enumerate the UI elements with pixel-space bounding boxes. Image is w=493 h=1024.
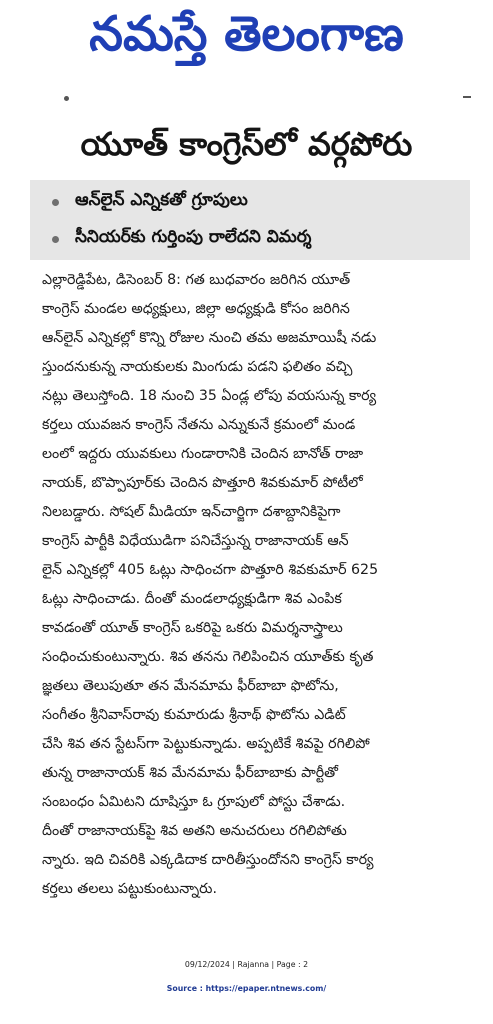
body-line: సంబంధం ఏమిటని దూషిస్తూ ఓ గ్రూపులో పోస్టు చేశాడు. — [42, 794, 346, 810]
subhead-item — [52, 222, 311, 256]
body-line: కర్తలు తలలు పట్టుకుంటున్నారు. — [42, 881, 217, 897]
body-line: సంగీతం శ్రీనివాస్‌రావు కుమారుడు శ్రీనాథ్ ఫొటోను ఎడిట్ — [42, 707, 346, 723]
footer-date-line: 09/12/2024 | Rajanna | Page : 2 — [184, 960, 309, 969]
body-line: తున్న రాజానాయక్ శివ మేనమామ ఫీర్‌బాబాకు పార్టీతో — [42, 765, 338, 781]
body-line: నిలబడ్డారు. సోషల్ మీడియా ఇన్‌చార్జిగా దశాబ్దానికిపైగా — [42, 504, 341, 520]
bullet-icon — [52, 236, 59, 243]
body-line: న్నారు. ఇది చివరికి ఎక్కడిదాక దారితీస్తుందోనని కాంగ్రెస్ కార్య — [42, 852, 374, 868]
newspaper-logo: నమస్తే తెలంగాణ — [89, 6, 404, 62]
body-line: సంధించుకుంటున్నారు. శివ తనను గెలిపించిన యూత్‌కు కృత — [42, 649, 374, 665]
subhead-box — [30, 180, 470, 260]
body-line: నాయక్, బొప్పాపూర్‌కు చెందిన పొత్తూరి శివకుమార్ పోటీలో — [42, 475, 363, 491]
headline-block — [0, 118, 493, 178]
body-line: లైన్ ఎన్నికల్లో 405 ఓట్లు సాధించగా పొత్తూరి శివకుమార్ 625 — [42, 562, 379, 578]
body-line: ఓట్లు సాధించాడు. దీంతో మండలాధ్యక్షుడిగా శివ ఎంపిక — [42, 591, 342, 607]
column-tick-mark — [463, 96, 471, 98]
body-line: కావడంతో యూత్ కాంగ్రెస్ ఒకరిపై ఒకరు విమర్శనాస్త్రాలు — [42, 620, 343, 636]
masthead — [0, 0, 493, 80]
body-line: కర్తలు యువజన కాంగ్రెస్ నేతను ఎన్నుకునే క్రమంలో మండ — [42, 417, 356, 433]
column-dot-mark — [64, 96, 69, 101]
body-line: చేసి శివ తన స్టేటస్‌గా పెట్టుకున్నాడు. అప్పటికే శివపై రగిలిపో — [42, 736, 370, 752]
body-line: కాంగ్రెస్ పార్టీకి విధేయుడిగా పనిచేస్తున్న రాజానాయక్ ఆన్ — [42, 533, 349, 549]
bullet-icon — [52, 199, 59, 206]
article-body — [42, 266, 462, 897]
body-line: ఎల్లారెడ్డిపేట, డిసెంబర్ 8: గత బుధవారం జరిగిన యూత్ — [42, 272, 351, 288]
footer-source-line: Source : https://epaper.ntnews.com/ — [166, 984, 327, 993]
article-headline: యూత్ కాంగ్రెస్‌లో వర్గపోరు — [80, 125, 413, 163]
body-line: లంలో ఇద్దరు యువకులు గుండారానికి చెందిన బానోత్ రాజా — [42, 446, 364, 462]
subhead-text: ఆన్‌లైన్ ఎన్నికతో గ్రూపులు — [75, 190, 248, 210]
body-line: నట్లు తెలుస్తోంది. 18 నుంచి 35 ఏండ్ల లోపు వయసున్న కార్య — [42, 388, 377, 404]
body-line: దీంతో రాజానాయక్‌పై శివ అతని అనుచరులు రగిలిపోతు — [42, 823, 347, 839]
body-line: ఆన్‌లైన్ ఎన్నికల్లో కొన్ని రోజుల నుంచి తమ అజమాయిషీ నడు — [42, 330, 377, 346]
subhead-text: సీనియర్‌కు గుర్తింపు రాలేదని విమర్శ — [75, 227, 312, 247]
body-line: స్తుందనుకున్న నాయకులకు మింగుడు పడని ఫలితం వచ్చి — [42, 359, 353, 375]
body-line: జ్ఞతలు తెలుపుతూ తన మేనమామ ఫీర్‌బాబా ఫొటోను, — [42, 678, 339, 694]
subhead-item — [52, 185, 248, 219]
body-line: కాంగ్రెస్ మండల అధ్యక్షులు, జిల్లా అధ్యక్షుడి కోసం జరిగిన — [42, 301, 350, 317]
